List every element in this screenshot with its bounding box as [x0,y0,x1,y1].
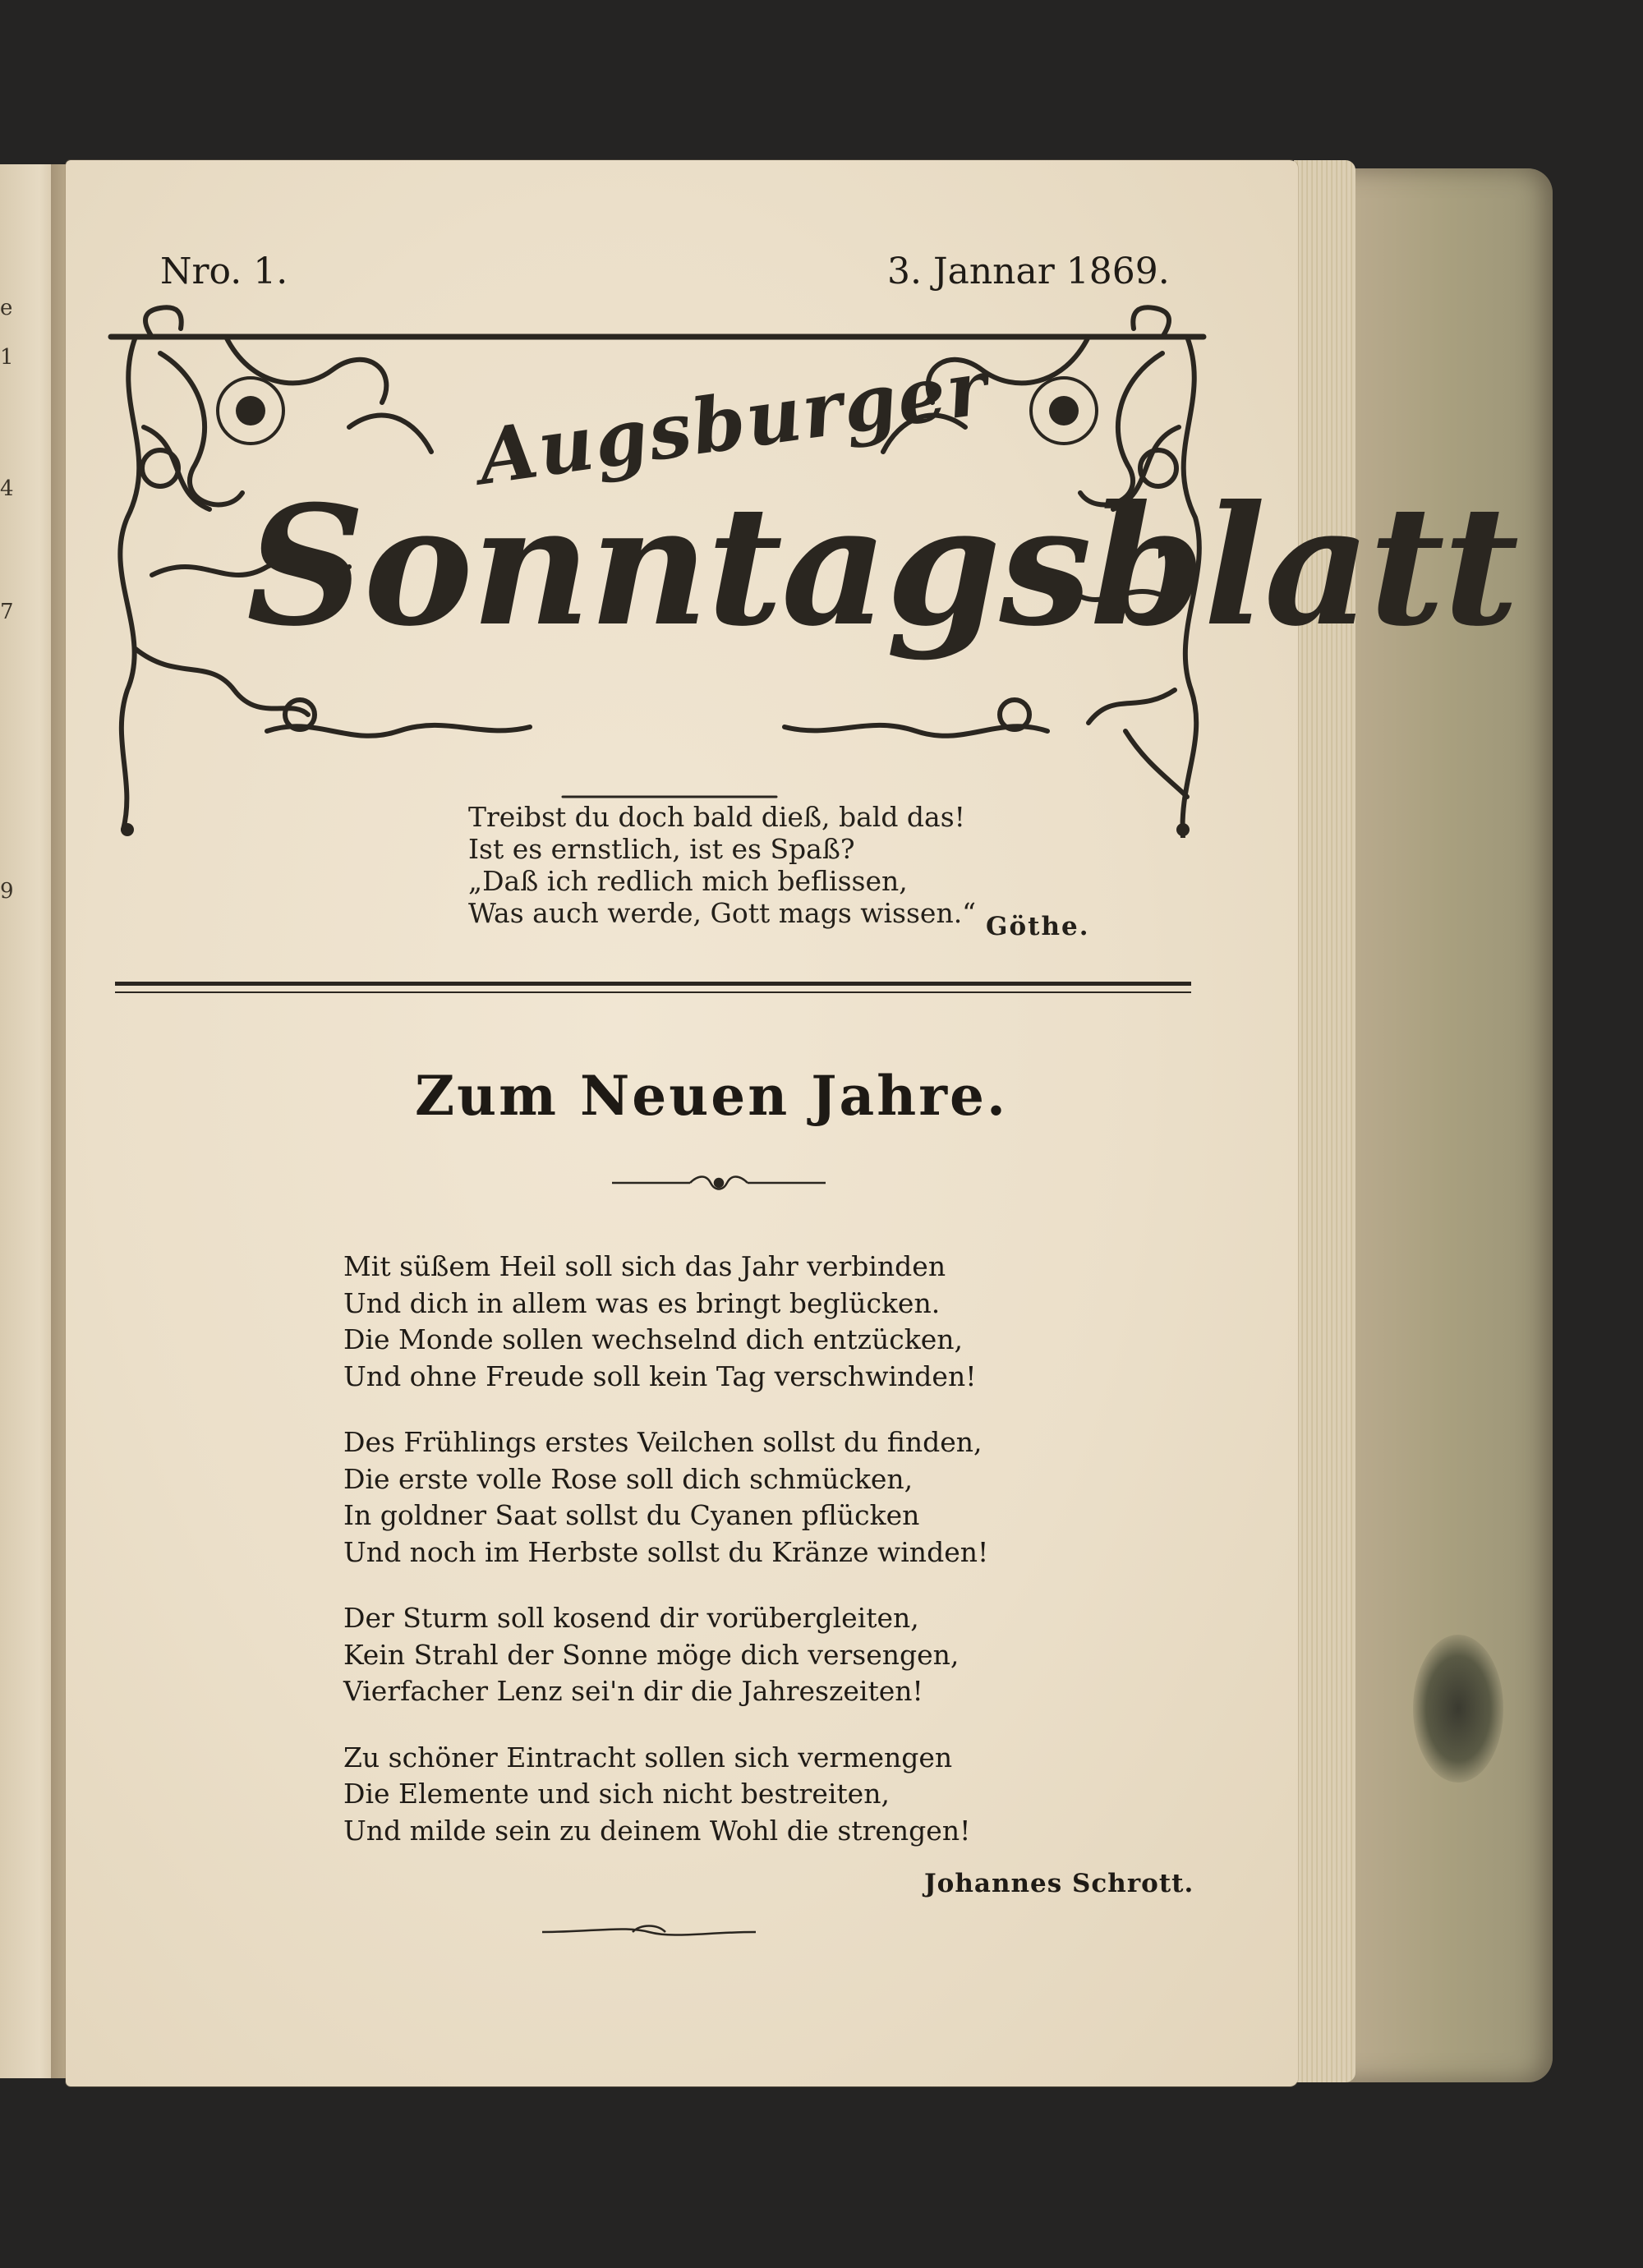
masthead-title-large: Sonntagsblatt [246,470,1518,663]
cover-stain [1413,1635,1503,1783]
poem-title: Zum Neuen Jahre. [415,1064,1008,1128]
poem-line: Und dich in allem was es bringt beglücken. [343,1286,941,1319]
margin-number: e [0,296,13,320]
motto [468,801,1125,929]
poem-line: Mit süßem Heil soll sich das Jahr verbinden [343,1250,946,1282]
poem-line: Die Monde sollen wechselnd dich entzücken, [343,1323,964,1355]
poem-line: Der Sturm soll kosend dir vorübergleiten, [343,1602,919,1634]
poem-stanza [343,1249,977,1395]
motto-line: Ist es ernstlich, ist es Spaß? [468,833,855,865]
poem-stanza [343,1740,971,1850]
poem-body [343,1249,989,1879]
margin-number: 4 [0,476,14,501]
poem-author: Johannes Schrott. [924,1869,1194,1898]
poem-line: Und ohne Freude soll kein Tag verschwinden! [343,1359,977,1392]
header-rule [115,982,1191,986]
motto-line: Treibst du doch bald dieß, bald das! [468,801,965,833]
ornament-end [542,1922,756,1942]
poem-line: In goldner Saat sollst du Cyanen pflücken [343,1499,920,1531]
masthead-title-small: Augsburger [472,343,994,502]
poem-line: Kein Strahl der Sonne möge dich versengen, [343,1638,960,1671]
motto-line: „Daß ich redlich mich beflissen, [468,865,908,897]
margin-number: 1 [0,345,14,370]
poem-line: Vierfacher Lenz sei'n dir die Jahreszeiten! [343,1675,923,1707]
page-stack-edge [1294,160,1355,2082]
poem-line: Die Elemente und sich nicht bestreiten, [343,1778,890,1810]
poem-line: Zu schöner Eintracht sollen sich vermengen [343,1741,953,1773]
poem-line: Die erste volle Rose soll dich schmücken, [343,1462,914,1495]
margin-number: 7 [0,600,14,624]
masthead [103,304,1518,838]
poem-stanza [343,1600,968,1710]
poem-line: Und milde sein zu deinem Wohl die strengen! [343,1814,971,1847]
header-rule-thin [115,991,1191,993]
ornament-divider [612,1171,826,1195]
motto-line: Was auch werde, Gott mags wissen.“ [468,897,977,929]
motto-author: Göthe. [986,912,1090,941]
poem-line: Und noch im Herbste sollst du Kränze winden! [343,1535,989,1568]
issue-number: Nro. 1. [160,251,288,292]
margin-number: 9 [0,879,14,904]
poem-stanza [343,1424,989,1571]
issue-date: 3. Jannar 1869. [887,251,1170,292]
poem-line: Des Frühlings erstes Veilchen sollst du finden, [343,1426,983,1458]
